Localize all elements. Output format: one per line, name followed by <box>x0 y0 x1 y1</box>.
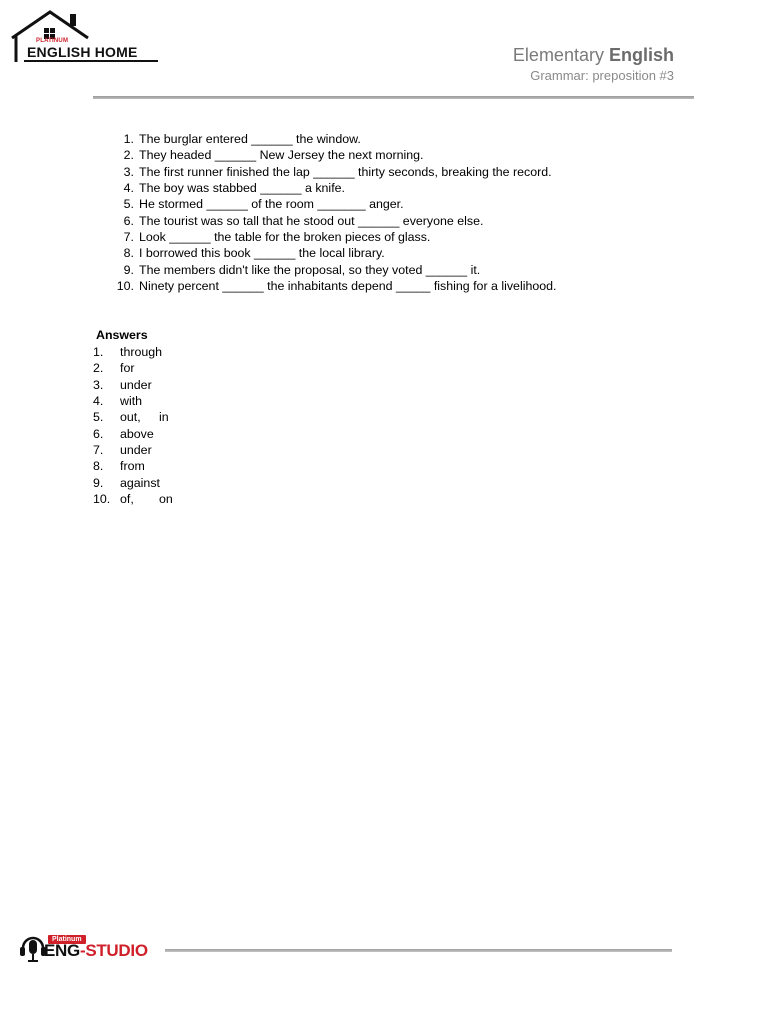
answer-number: 1. <box>93 345 104 359</box>
answer-number: 8. <box>93 459 104 474</box>
footer-logo-word-1: ENG <box>44 941 80 960</box>
answer-item <box>93 458 293 474</box>
question-text: He stormed ______ of the room _______ anger. <box>139 197 404 212</box>
question-number: 10. <box>116 279 134 294</box>
title-prefix: Elementary <box>512 45 604 65</box>
answer-number: 9. <box>93 475 104 490</box>
answer-number: 3. <box>93 377 104 392</box>
answer-number: 10. <box>93 492 111 507</box>
answer-item <box>93 344 293 360</box>
answer-second: in <box>159 410 169 425</box>
answer-first: with <box>120 394 143 409</box>
question-text: The tourist was so tall that he stood out ______ everyone else. <box>139 213 484 228</box>
answer-first: under <box>120 377 152 392</box>
answer-list <box>93 344 293 507</box>
footer-logo-word-2: -STUDIO <box>79 941 148 960</box>
question-item <box>100 262 700 278</box>
question-list <box>100 131 700 294</box>
question-number: 8. <box>123 246 134 261</box>
answer-item <box>93 475 293 491</box>
answer-number: 4. <box>93 394 104 409</box>
english-home-logo <box>10 8 150 66</box>
question-number: 1. <box>123 132 134 146</box>
answer-item <box>93 360 293 376</box>
question-number: 2. <box>123 148 134 163</box>
question-number: 7. <box>123 230 134 245</box>
answer-item <box>93 426 293 442</box>
question-item <box>100 229 700 245</box>
question-text: I borrowed this book ______ the local library. <box>139 246 385 261</box>
question-item <box>100 131 700 147</box>
question-text: The burglar entered ______ the window. <box>139 132 361 146</box>
eng-studio-logo <box>20 932 148 964</box>
logo-underline <box>24 60 158 62</box>
answer-number: 6. <box>93 426 104 441</box>
footer-divider <box>165 949 672 952</box>
question-number: 4. <box>123 181 134 196</box>
answer-item <box>93 377 293 393</box>
question-number: 9. <box>123 262 134 277</box>
answer-first: of, <box>120 492 134 507</box>
microphone-icon <box>20 934 46 964</box>
answer-first: through <box>120 345 163 359</box>
question-text: The boy was stabbed ______ a knife. <box>139 181 345 196</box>
title-bold: English <box>608 45 674 65</box>
answer-item <box>93 393 293 409</box>
answer-first: above <box>120 426 154 441</box>
question-text: Ninety percent ______ the inhabitants depend _____ fishing for a livelihood. <box>139 279 557 294</box>
question-item <box>100 180 700 196</box>
footer-logo-tag: Platinum <box>48 935 86 944</box>
answer-first: from <box>120 459 145 474</box>
question-item <box>100 164 700 180</box>
answers-heading: Answers <box>96 328 148 342</box>
question-text: They headed ______ New Jersey the next morning. <box>139 148 424 163</box>
question-number: 6. <box>123 213 134 228</box>
footer-logo-text <box>44 941 148 961</box>
question-item <box>100 213 700 229</box>
question-text: Look ______ the table for the broken pieces of glass. <box>139 230 431 245</box>
question-item <box>100 278 700 294</box>
question-item <box>100 196 700 212</box>
question-item <box>100 245 700 261</box>
page-title <box>513 45 674 66</box>
page-subtitle: Grammar: preposition #3 <box>530 68 674 83</box>
answer-item <box>93 442 293 458</box>
answer-item <box>93 409 293 425</box>
answer-first: out, <box>120 410 141 425</box>
header-divider <box>93 96 694 99</box>
answer-first: under <box>120 443 152 458</box>
answer-item <box>93 491 293 507</box>
question-item <box>100 147 700 163</box>
logo-name: ENGLISH HOME <box>27 44 138 60</box>
question-text: The members didn't like the proposal, so they voted ______ it. <box>139 262 481 277</box>
question-number: 3. <box>123 164 134 179</box>
question-text: The first runner finished the lap ______ thirty seconds, breaking the record. <box>139 164 552 179</box>
logo-tagline: PLATINUM <box>36 38 69 44</box>
answer-first: against <box>120 475 160 490</box>
question-number: 5. <box>123 197 134 212</box>
answer-number: 2. <box>93 361 104 376</box>
answer-first: for <box>120 361 135 376</box>
answer-second: on <box>159 492 173 507</box>
answer-number: 5. <box>93 410 104 425</box>
answer-number: 7. <box>93 443 104 458</box>
